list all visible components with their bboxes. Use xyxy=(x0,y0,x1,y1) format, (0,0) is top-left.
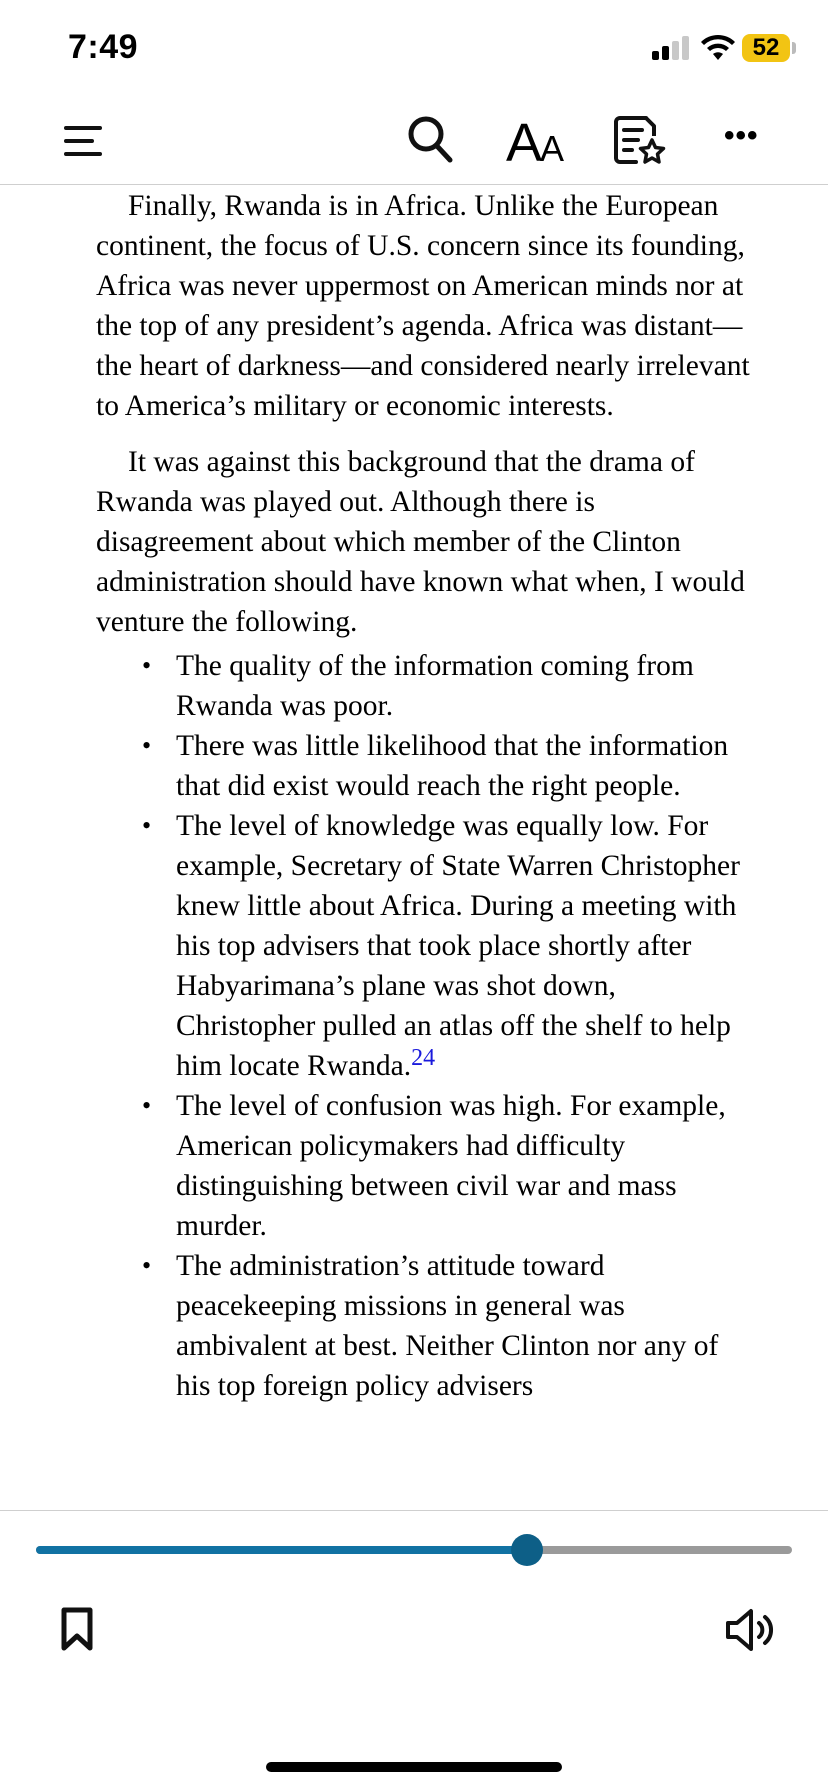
font-settings-icon[interactable] xyxy=(506,110,566,173)
list-item xyxy=(96,1086,756,1246)
list-item-text: The level of knowledge was equally low. For example, Secretary of State Warren Christopher knew little about Africa. During a meeting with his top advisers that took place shortly after Habyarimana’s plane was shot down, Christopher pulled an atlas off the shelf to help him locate Rwanda. xyxy=(176,810,740,1082)
bullet-dot: • xyxy=(142,651,152,680)
more-options-icon[interactable]: ••• xyxy=(724,119,759,152)
reading-progress-slider[interactable] xyxy=(36,1546,792,1554)
reading-content xyxy=(96,186,756,1508)
list-item-text: The quality of the information coming from Rwanda was poor. xyxy=(176,650,694,722)
progress-fill xyxy=(36,1546,527,1554)
bullet-dot: • xyxy=(142,1251,152,1280)
home-indicator[interactable] xyxy=(266,1762,562,1772)
bullet-dot: • xyxy=(142,731,152,760)
cellular-signal-icon xyxy=(652,36,690,60)
status-time: 7:49 xyxy=(68,28,139,66)
bullet-list xyxy=(96,646,756,1406)
wifi-icon xyxy=(700,34,736,62)
hamburger-menu-icon[interactable] xyxy=(64,124,102,158)
battery-indicator: 52 xyxy=(742,34,790,62)
bookmark-icon[interactable] xyxy=(60,1606,94,1652)
list-item-text: The level of confusion was high. For example, American policymakers had difficulty distinguishing between civil war and mass murder. xyxy=(176,1090,726,1242)
battery-tip xyxy=(792,42,796,54)
font-icon-small-a: A xyxy=(540,128,565,169)
bullet-dot: • xyxy=(142,1091,152,1120)
content-divider xyxy=(0,1510,828,1511)
list-item xyxy=(96,726,756,806)
reader-toolbar xyxy=(0,100,828,185)
search-icon[interactable] xyxy=(406,114,454,164)
notes-star-icon[interactable] xyxy=(612,112,668,168)
list-item-text: There was little likelihood that the information that did exist would reach the right people. xyxy=(176,730,729,802)
list-item-text: The administration’s attitude toward peacekeeping missions in general was ambivalent at best. Neither Clinton nor any of his top foreign policy advisers xyxy=(176,1250,719,1402)
footnote-link[interactable]: 24 xyxy=(411,1045,436,1071)
speaker-icon[interactable] xyxy=(724,1606,778,1654)
paragraph: It was against this background that the drama of Rwanda was played out. Although there is disagreement about which member of the Clinton administration should have known what when, I would venture the following. xyxy=(96,446,745,638)
list-item xyxy=(96,1246,756,1406)
list-item xyxy=(96,806,756,1086)
progress-thumb[interactable] xyxy=(511,1534,543,1566)
list-item xyxy=(96,646,756,726)
paragraph: Finally, Rwanda is in Africa. Unlike the European continent, the focus of U.S. concern since its founding, Africa was never uppermost on American minds nor at the top of any president’s agenda. Africa was distant—the heart of darkness—and considered nearly irrelevant to America’s military or economic interests. xyxy=(96,190,750,422)
font-icon-large-a: A xyxy=(506,113,543,173)
bullet-dot: • xyxy=(142,811,152,840)
